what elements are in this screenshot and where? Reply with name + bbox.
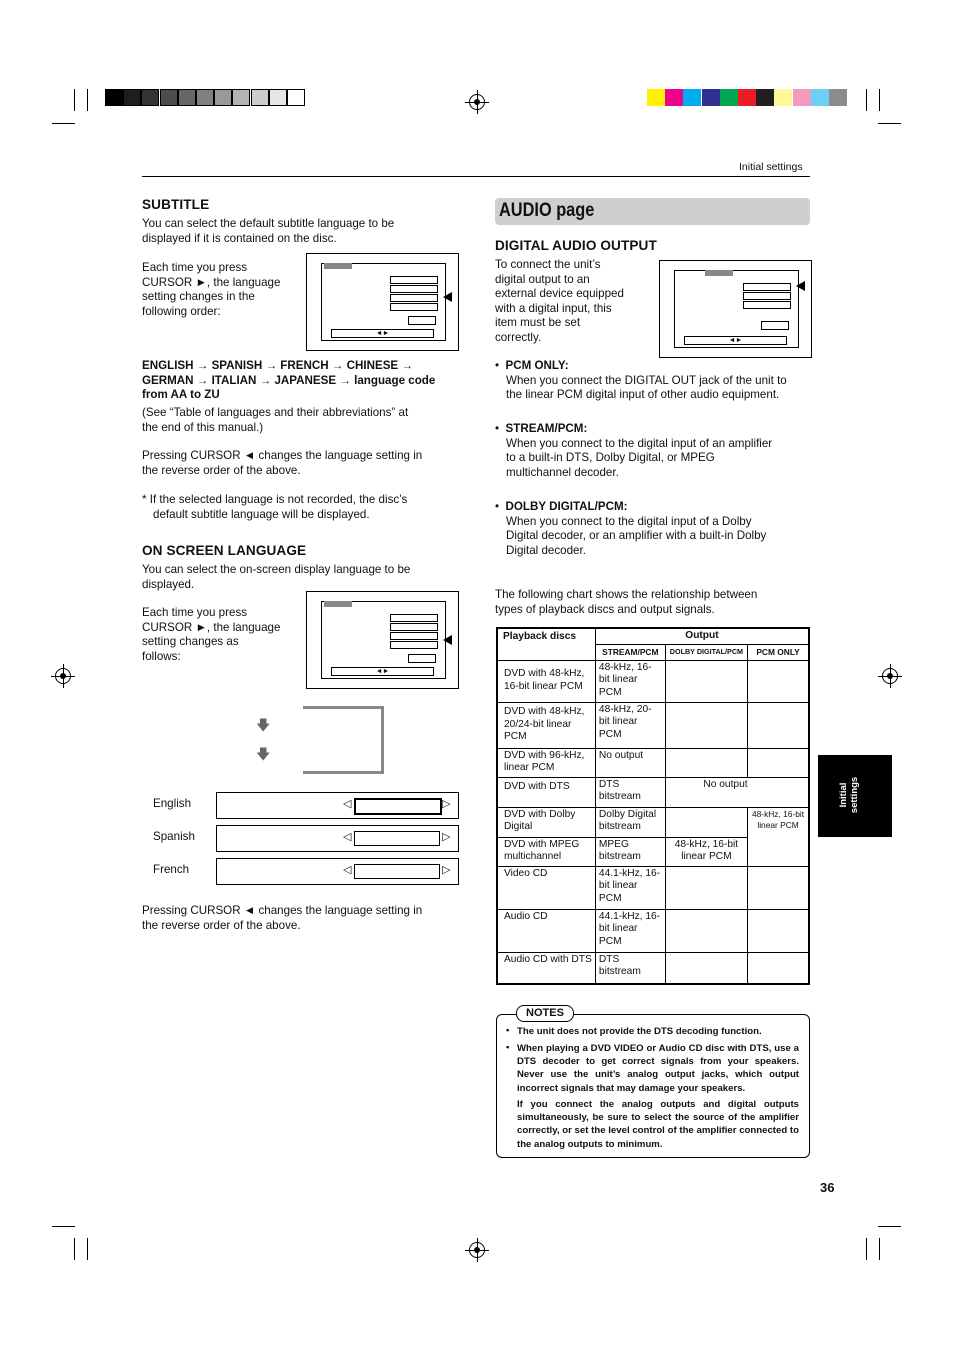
audio-page-title-bar (495, 198, 810, 225)
gray-swatch (269, 89, 287, 106)
table-cell: 48-kHz, 16-bit linear PCM (595, 660, 665, 702)
gray-swatch (178, 89, 196, 106)
subtitle-menu-diagram: ◄► (306, 253, 459, 351)
side-tab-line1: Initial (838, 782, 849, 808)
pointer-arrow-icon (796, 281, 805, 291)
gray-swatch (141, 89, 159, 106)
subtitle-reverse: Pressing CURSOR ◄ changes the language setting in the reverse order of the above. (142, 449, 423, 477)
right-triangle-icon: ▷ (442, 831, 451, 843)
subtitle-see: (See “Table of languages and their abbreviations” at the end of this manual.) (142, 406, 409, 434)
table-cell: No output (665, 777, 747, 807)
gray-swatch (251, 89, 269, 106)
note-item: The unit does not provide the DTS decoding function. (517, 1026, 762, 1037)
table-cell: DVD with DTS (497, 777, 595, 807)
gray-swatch (232, 89, 250, 106)
on-screen-menu-diagram: ◄► (306, 591, 459, 689)
notes-label: NOTES (516, 1005, 574, 1022)
right-triangle-icon: ▷ (442, 864, 451, 876)
table-cell: DVD with 48-kHz, 16-bit linear PCM (497, 660, 595, 702)
side-tab-line2: settings (849, 776, 860, 814)
color-swatch (829, 89, 847, 106)
left-triangle-icon: ◁ (343, 864, 352, 876)
note-item: When playing a DVD VIDEO or Audio CD disc with DTS, use a DTS decoder to get correct signals from your speakers. Never use the unit’s analog output jacks, which output incorrect signals that may damage your speakers. (517, 1043, 799, 1094)
output-table: Playback discs Output STREAM/PCM DOLBY DIGITAL/PCM PCM ONLY DVD with 48-kHz, 16-bit linear PCM 48-kHz, 16-bit linear PCM DVD with 48-kHz, 20/24-bit linear PCM 48-kHz, 20-bit linear PCM DVD with 96-kHz, linear PCM No output DVD with DTS DTS bitstream No output DVD with Dolby Digital Dolby Digital bitstream 48-kHz, 16-bit linear PCM DVD with MPEG multichannel MPEG bitstream 48-kHz, 16-bit linear PCM Video CD 44.1-kHz, 16-bit linear PCM Audio CD 44.1-kHz, 16-bit linear PCM Audio CD with DTS DTS bitstream (496, 627, 810, 985)
subtitle-intro: You can select the default subtitle language to be displayed if it is contained on the disc. (142, 217, 395, 245)
side-tab (818, 755, 892, 837)
language-label: Spanish (153, 830, 195, 843)
color-swatch (793, 89, 811, 106)
language-option-box (216, 792, 459, 819)
subtitle-note: * If the selected language is not recorded, the disc’s default subtitle language will be displayed. (142, 493, 408, 521)
registration-mark-icon (55, 668, 71, 684)
color-swatch (720, 89, 738, 106)
pointer-arrow-icon (443, 635, 452, 645)
color-swatch (811, 89, 829, 106)
audio-page-title: AUDIO page (499, 200, 595, 221)
down-arrow-icon: 🡇 (256, 746, 271, 762)
header-output: Output (595, 628, 809, 644)
table-cell: Dolby Digital bitstream (595, 807, 665, 837)
gray-swatch (160, 89, 178, 106)
on-screen-reverse: Pressing CURSOR ◄ changes the language setting in the reverse order of the above. (142, 904, 423, 932)
table-cell: 44.1-kHz, 16-bit linear PCM (595, 909, 665, 952)
color-swatch (756, 89, 774, 106)
color-swatch (665, 89, 683, 106)
header-playback-discs: Playback discs (497, 628, 595, 660)
table-cell: 48-kHz, 16-bit linear PCM (748, 807, 809, 866)
table-cell: Video CD (497, 866, 595, 909)
pointer-arrow-icon (443, 292, 452, 302)
header-rule (142, 176, 810, 177)
gray-swatch (287, 89, 305, 106)
color-swatch (738, 89, 756, 106)
on-screen-press: Each time you press CURSOR ►, the language setting changes as follows: (142, 606, 281, 663)
cycle-return-line (303, 706, 384, 774)
digital-audio-intro: To connect the unit’s digital output to an external device equipped with a digital input, this item must be set correctly. (495, 258, 624, 344)
gray-swatch (123, 89, 141, 106)
table-cell: DVD with MPEG multichannel (497, 837, 595, 866)
table-cell: DTS bitstream (595, 777, 665, 807)
table-cell: 48-kHz, 16-bit linear PCM (665, 837, 747, 866)
chart-intro: The following chart shows the relationship between types of playback discs and output signals. (495, 588, 758, 616)
left-triangle-icon: ◁ (343, 831, 352, 843)
table-cell: DVD with 48-kHz, 20/24-bit linear PCM (497, 702, 595, 748)
note-item: If you connect the analog outputs and digital outputs simultaneously, be sure to select the source of the amplifier correctly, or set the level control of the amplifier connected to the analog outputs to minimum. (517, 1099, 799, 1150)
language-label: English (153, 797, 192, 810)
gray-swatch (105, 89, 123, 106)
on-screen-heading: ON SCREEN LANGUAGE (142, 543, 307, 558)
registration-mark-icon (469, 94, 485, 110)
color-swatch (683, 89, 701, 106)
audio-menu-diagram: ◄► (659, 260, 812, 358)
table-cell: DVD with 96-kHz, linear PCM (497, 748, 595, 777)
language-option-box (216, 858, 459, 885)
subtitle-heading: SUBTITLE (142, 197, 210, 212)
table-cell: Audio CD with DTS (497, 952, 595, 984)
option-pcm-only: • PCM ONLY: When you connect the DIGITAL OUT jack of the unit to the linear PCM digital input of other audio equipment. (495, 359, 787, 402)
table-cell: Audio CD (497, 909, 595, 952)
left-triangle-icon: ◁ (343, 798, 352, 810)
section-header: Initial settings (739, 161, 803, 173)
subtitle-press: Each time you press CURSOR ►, the language setting changes in the following order: (142, 261, 281, 318)
registration-mark-icon (469, 1242, 485, 1258)
color-swatch (647, 89, 665, 106)
digital-audio-heading: DIGITAL AUDIO OUTPUT (495, 238, 657, 253)
table-cell: MPEG bitstream (595, 837, 665, 866)
on-screen-intro: You can select the on-screen display language to be displayed. (142, 563, 411, 591)
gray-swatch (214, 89, 232, 106)
gray-swatch (196, 89, 214, 106)
color-swatch (702, 89, 720, 106)
option-dolby-digital-pcm: • DOLBY DIGITAL/PCM: When you connect to the digital input of a Dolby Digital decoder, or an amplifier with a built-in Dolby Digital decoder. (495, 500, 767, 557)
language-label: French (153, 863, 190, 876)
table-cell: No output (595, 748, 665, 777)
table-cell: DTS bitstream (595, 952, 665, 984)
down-arrow-icon: 🡇 (256, 717, 271, 733)
table-cell: 48-kHz, 20-bit linear PCM (595, 702, 665, 748)
registration-mark-icon (882, 668, 898, 684)
table-cell: DVD with Dolby Digital (497, 807, 595, 837)
right-triangle-icon: ▷ (442, 798, 451, 810)
subtitle-order: ENGLISH → SPANISH → FRENCH → CHINESE → GERMAN → ITALIAN → JAPANESE → language code from AA to ZU (142, 359, 436, 402)
language-option-box (216, 825, 459, 852)
table-cell: 44.1-kHz, 16-bit linear PCM (595, 866, 665, 909)
option-stream-pcm: • STREAM/PCM: When you connect to the digital input of an amplifier to a built-in DTS, Dolby Digital, or MPEG multichannel decoder. (495, 422, 773, 479)
color-swatch (774, 89, 792, 106)
page-number: 36 (820, 1180, 835, 1195)
